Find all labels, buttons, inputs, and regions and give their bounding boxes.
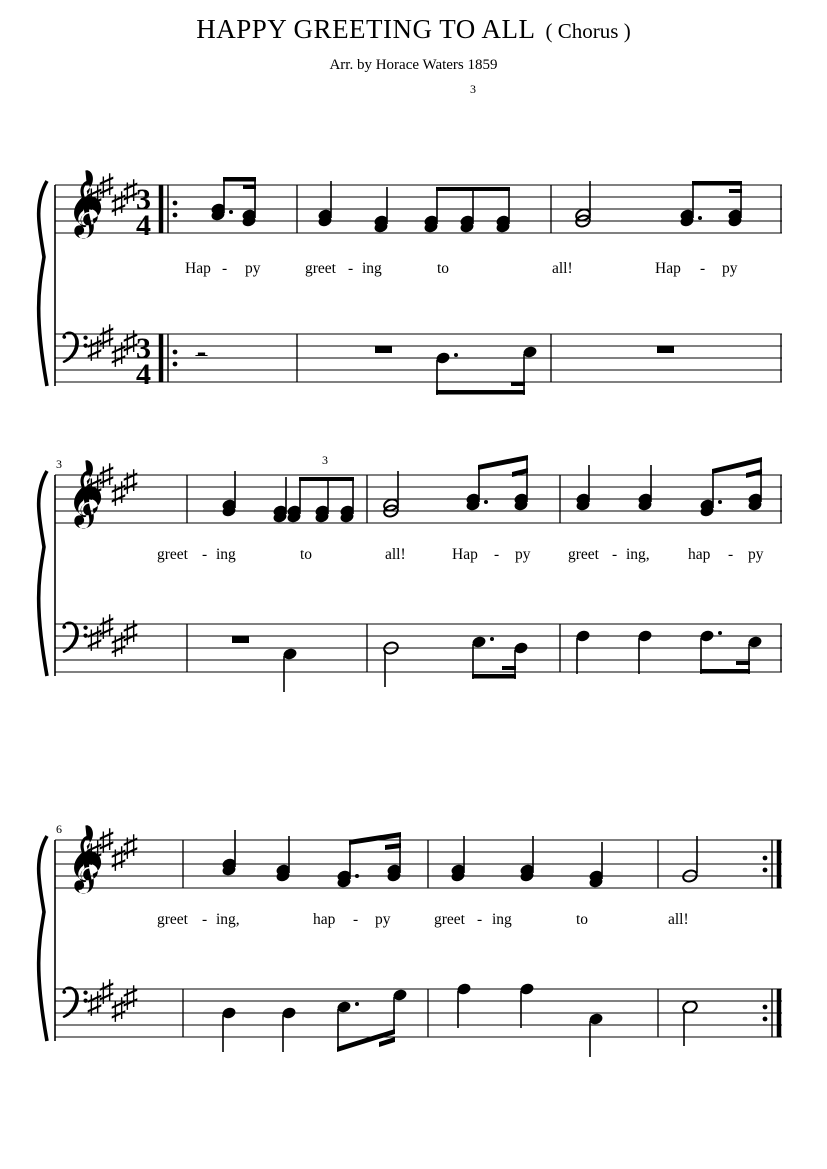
svg-text:4: 4 [136, 209, 151, 242]
lyric-hyphen: - [353, 911, 359, 928]
lyric-syllable: greet [434, 911, 465, 928]
arranger-credit: Arr. by Horace Waters 1859 [329, 57, 498, 73]
svg-text:♯: ♯ [87, 332, 102, 365]
staff-system-3 [0, 812, 827, 1052]
svg-text:♯: ♯ [87, 622, 102, 655]
lyric-hyphen: - [728, 546, 734, 563]
svg-text:♯: ♯ [99, 320, 114, 353]
key-signature-bass [87, 320, 138, 371]
svg-text:♯: ♯ [99, 610, 114, 643]
lyric-syllable: greet [157, 911, 188, 928]
staff-system-1 [0, 82, 827, 391]
system-brace [39, 471, 47, 676]
lyric-hyphen: - [494, 546, 500, 563]
bass-notes-m7 [456, 982, 604, 1057]
half-rest [375, 346, 392, 353]
lyric-syllable: greet [568, 546, 599, 563]
svg-text:♯: ♯ [111, 842, 126, 875]
svg-text:♯: ♯ [87, 181, 102, 214]
tuplet-3-system1: 3 [470, 82, 476, 96]
key-signature-bass [87, 610, 138, 661]
lyric-hyphen: - [222, 260, 228, 277]
lyric-hyphen: - [202, 546, 208, 563]
time-signature-treble [136, 183, 151, 242]
time-signature-bass [136, 332, 151, 391]
title-main: HAPPY GREETING TO ALL [196, 14, 536, 44]
staff-system-2 [0, 447, 827, 687]
key-signature-treble [87, 459, 138, 510]
lyric-syllable: to [576, 911, 589, 928]
svg-text:♯: ♯ [99, 975, 114, 1008]
svg-text:♯: ♯ [99, 459, 114, 492]
lyric-syllable: Hap [655, 260, 681, 277]
svg-text:♯: ♯ [111, 187, 126, 220]
svg-text:♯: ♯ [99, 824, 114, 857]
treble-notes-m3 [221, 471, 355, 524]
svg-text:♯: ♯ [87, 836, 102, 869]
treble-notes-m2 [317, 181, 511, 234]
repeat-end-barline [763, 840, 779, 1037]
lyric-hyphen: - [612, 546, 618, 563]
svg-text:𝄼: 𝄼 [195, 339, 208, 376]
barlines [183, 840, 658, 1037]
svg-text:♯: ♯ [87, 987, 102, 1020]
svg-text:4: 4 [136, 358, 151, 391]
treble-notes-m6 [221, 830, 402, 889]
lyric-syllable: ing [216, 546, 236, 563]
svg-text:♯: ♯ [111, 477, 126, 510]
lyric-syllable: all! [668, 911, 689, 928]
measure-number: 3 [56, 457, 62, 471]
page-title [0, 14, 827, 45]
system-brace [39, 836, 47, 1041]
svg-text:♯: ♯ [111, 993, 126, 1026]
repeat-start-barline [161, 185, 177, 382]
lyric-syllable: greet [157, 546, 188, 563]
lyric-hyphen: - [202, 911, 208, 928]
svg-text:♯: ♯ [111, 338, 126, 371]
lyric-syllable: hap [313, 911, 336, 928]
lyric-syllable: py [245, 260, 261, 277]
lyric-syllable: all! [552, 260, 573, 277]
bass-notes-m4 [383, 635, 529, 687]
svg-text:♯: ♯ [123, 830, 138, 863]
svg-text:♯: ♯ [123, 326, 138, 359]
key-signature-bass [87, 975, 138, 1026]
svg-text:♯: ♯ [123, 465, 138, 498]
bass-notes-m8 [682, 1000, 699, 1046]
treble-notes-m7 [450, 836, 604, 889]
lyric-hyphen: - [477, 911, 483, 928]
svg-text:♯: ♯ [123, 175, 138, 208]
svg-text:♯: ♯ [87, 471, 102, 504]
lyric-syllable: py [515, 546, 531, 563]
lyric-syllable: greet [305, 260, 336, 277]
bass-notes-m3 [657, 346, 674, 353]
lyric-hyphen: - [348, 260, 354, 277]
lyric-syllable: all! [385, 546, 406, 563]
lyric-syllable: to [300, 546, 313, 563]
system-3-notation [0, 812, 827, 1052]
system-1-notation [0, 85, 827, 391]
key-signature-treble [87, 824, 138, 875]
lyric-syllable: to [437, 260, 450, 277]
svg-text:3: 3 [136, 332, 151, 365]
svg-text:♯: ♯ [123, 981, 138, 1014]
barlines [297, 185, 781, 382]
system-brace [39, 181, 47, 386]
lyric-hyphen: - [700, 260, 706, 277]
tuplet-3-system2: 3 [322, 453, 328, 467]
key-signature-treble [87, 169, 138, 220]
lyric-syllable: py [375, 911, 391, 928]
bass-notes-m3 [232, 636, 298, 692]
lyric-syllable: ing [492, 911, 512, 928]
title-subtitle: ( Chorus ) [545, 19, 631, 43]
svg-text:♯: ♯ [111, 628, 126, 661]
lyric-syllable: ing [362, 260, 382, 277]
lyric-syllable: py [722, 260, 738, 277]
lyric-syllable: py [748, 546, 764, 563]
system-2-notation [0, 447, 827, 687]
measure-number: 6 [56, 822, 62, 836]
svg-text:♯: ♯ [123, 616, 138, 649]
lyric-syllable: Hap [185, 260, 211, 277]
bass-notes-m1 [195, 339, 208, 376]
svg-text:♯: ♯ [99, 169, 114, 202]
lyric-syllable: Hap [452, 546, 478, 563]
lyric-syllable: ing, [626, 546, 650, 563]
lyric-syllable: ing, [216, 911, 240, 928]
svg-text:3: 3 [136, 183, 151, 216]
lyric-syllable: hap [688, 546, 711, 563]
bass-notes-m6 [221, 988, 408, 1052]
